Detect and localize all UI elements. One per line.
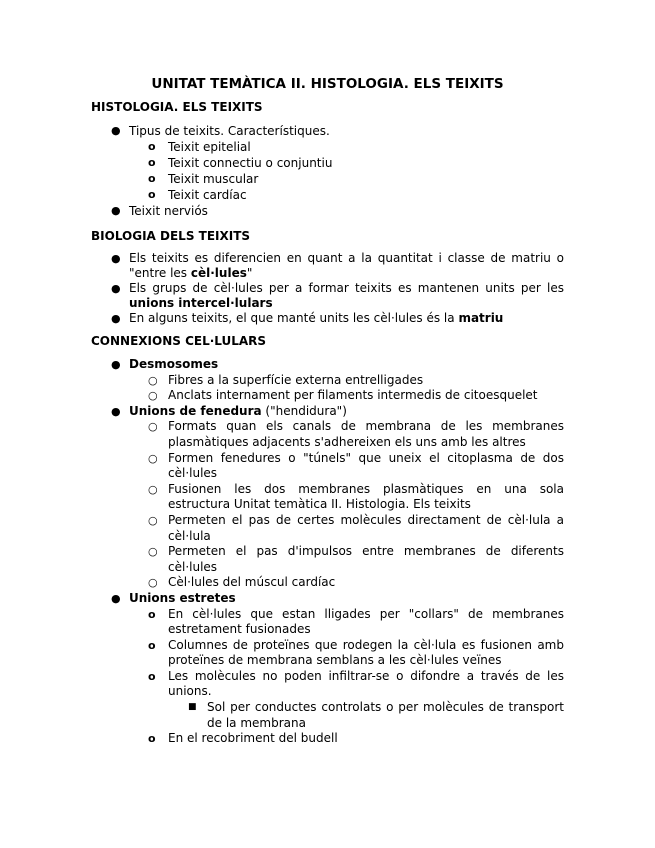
list-item: ○ Permeten el pas d'impulsos entre membranes de diferents cèl·lules [148,544,564,574]
list-histologia [0,123,655,219]
bullet-icon: ● [111,404,121,418]
circle-bullet-icon: o [148,188,156,201]
circle-bullet-icon: ○ [148,576,158,590]
list-item: ● Teixit nerviós [111,204,208,218]
circle-bullet-icon: o [148,156,156,169]
bullet-icon: ● [111,204,121,217]
bullet-icon: ● [111,124,121,137]
circle-bullet-icon: o [148,172,156,185]
bullet-icon: ● [111,358,121,371]
circle-bullet-icon: o [148,732,156,746]
circle-bullet-icon: ○ [148,389,158,403]
list-item: ● Unions estretes [111,590,236,605]
circle-bullet-icon: ○ [148,513,158,527]
list-item: ○ Anclats internament per filaments intermedis de citoesquelet [148,388,538,403]
circle-bullet-icon: ○ [148,373,158,387]
list-item: o En cèl·lules que estan lligades per "collars" de membranes estretament fusionades [148,606,564,637]
list-item: ● Els teixits es diferencien en quant a la quantitat i classe de matriu o "entre les cèl·lules" [111,251,564,280]
page-title: UNITAT TEMÀTICA II. HISTOLOGIA. ELS TEIXITS [151,76,504,92]
circle-bullet-icon: o [148,140,156,153]
section-heading-histologia: HISTOLOGIA. ELS TEIXITS [91,100,263,114]
circle-bullet-icon: ○ [148,451,158,465]
circle-bullet-icon: o [148,638,156,652]
list-item: ○ Formen fenedures o "túnels" que uneix el citoplasma de dos cèl·lules [148,450,564,481]
section-heading-biologia: BIOLOGIA DELS TEIXITS [91,229,251,243]
list-item: ■ Sol per conductes controlats o per molècules de transport de la membrana [188,700,564,730]
list-item: o Les molècules no poden infiltrar-se o difondre a través de les unions. [148,668,564,699]
list-item: ○ Permeten el pas de certes molècules directament de cèl·lula a cèl·lula [148,512,564,543]
list-item: o Columnes de proteïnes que rodegen la cèl·lula es fusionen amb proteïnes de membrana semblans a les cèl·lules veïnes [148,637,564,668]
list-item: ○ Fusionen les dos membranes plasmàtiques en una sola estructura Unitat temàtica II. Histologia. Els teixits [148,481,564,512]
list-item: ○ Formats quan els canals de membrana de les membranes plasmàtiques adjacents s'adhereixen els uns amb les altres [148,419,564,449]
bullet-icon: ● [111,282,121,295]
list-item: o En el recobriment del budell [148,731,338,746]
list-item: ● Tipus de teixits. Característiques. [111,124,330,138]
bullet-icon: ● [111,252,121,265]
list-item: ● En alguns teixits, el que manté units les cèl·lules és la matriu [111,311,504,325]
list-connexions [0,357,655,747]
list-item: ● Desmosomes [111,357,219,371]
list-biologia [0,251,655,326]
circle-bullet-icon: ○ [148,420,158,434]
circle-bullet-icon: o [148,669,156,683]
list-item: o Teixit epitelial [148,140,251,154]
circle-bullet-icon: ○ [148,482,158,496]
square-bullet-icon: ■ [188,702,197,713]
bullet-icon: ● [111,591,121,605]
section-heading-connexions: CONNEXIONS CEL·LULARS [91,334,267,348]
list-item: o Teixit connectiu o conjuntiu [148,156,333,170]
list-item: o Teixit cardíac [148,188,247,202]
circle-bullet-icon: o [148,607,156,621]
list-item: ● Els grups de cèl·lules per a formar teixits es mantenen units per les unions intercel·lulars [111,281,564,310]
list-item: ● Unions de fenedura ("hendidura") [111,403,347,418]
list-item: ○ Fibres a la superfície externa entrelligades [148,372,424,387]
list-item: o Teixit muscular [148,172,259,186]
bullet-icon: ● [111,312,121,325]
list-item: ○ Cèl·lules del múscul cardíac [148,575,336,590]
circle-bullet-icon: ○ [148,545,158,559]
